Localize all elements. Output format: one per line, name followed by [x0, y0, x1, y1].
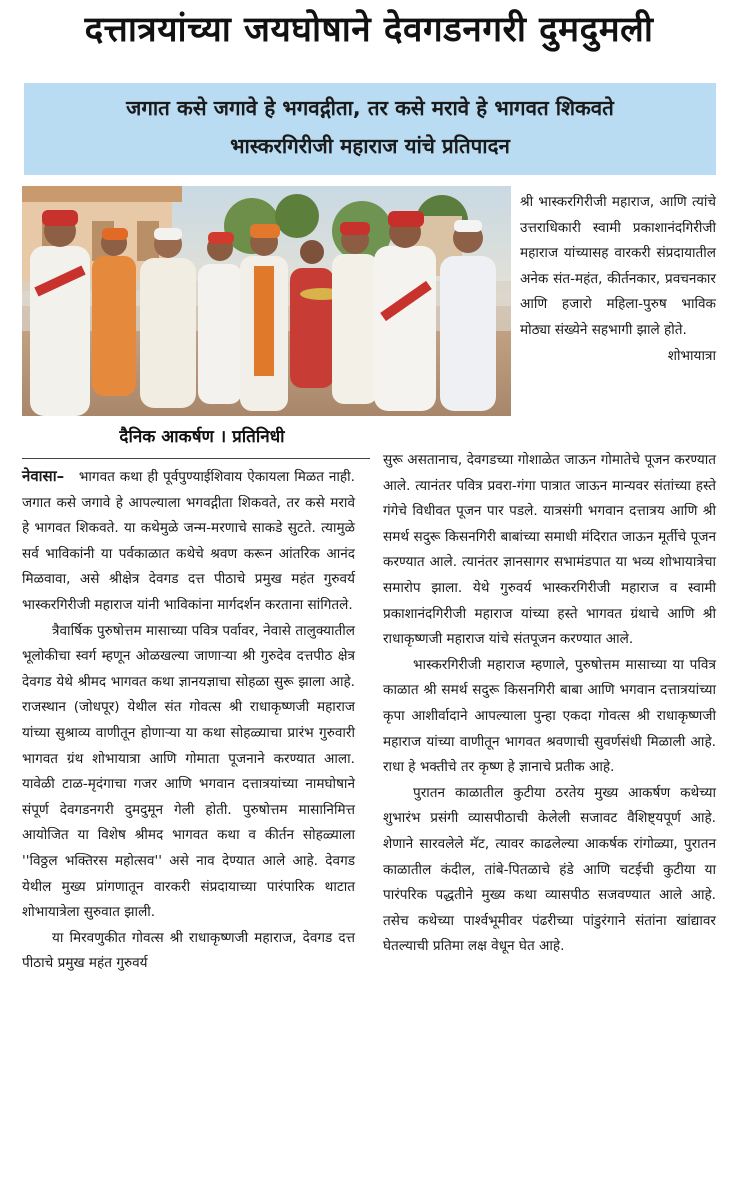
right-paragraph-1: सुरू असतानाच, देवगडच्या गोशाळेत जाऊन गोमातेचे पूजन करण्यात आले. त्यानंतर पवित्र प्रवरा-गंगा पात्रात जाऊन मान्यवर संतांच्या हस्ते गंगेचे विधीवत पूजन पार पडले. यात्रसंगी भगवान दत्तात्रय आणि श्री समर्थ सदुरू किसनगिरी बाबांच्या समाधी मंदिरात जाऊन मूर्तीचे पूजन करण्यात आले. त्यानंतर ज्ञानसागर सभामंडपात या भव्य शोभायात्रेचा समारोप झाला. येथे गुरुवर्य भास्करगिरीजी महाराज व स्वामी प्रकाशानंदगिरीजी महाराज यांच्या हस्ते भागवत ग्रंथाचे आणि श्री राधाकृष्णजी महाराज यांचे संतपूजन करण्यात आले. — [383, 452, 716, 648]
subheadline-band — [24, 83, 716, 175]
top-right-column — [520, 190, 716, 369]
left-paragraph-2: त्रैवार्षिक पुरुषोत्तम मासाच्या पवित्र पर्वावर, नेवासे तालुक्यातील भूलोकीचा स्वर्ग म्हणून ओळखल्या जाणाऱ्या श्री गुरुदेव दत्तपीठ क्षेत्र देवगड येथे श्रीमद भागवत कथा ज्ञानयज्ञाचा सोहळा सुरू झाला आहे. राजस्थान (जोधपूर) येथील संत गोवत्स श्री राधाकृष्णजी महाराज यांच्या सुश्राव्य वाणीतून होणाऱ्या या कथा सोहळ्याचा प्रारंभ गुरुवारी भागवत ग्रंथ शोभायात्रा आणि गोमाता पूजनाने करण्यात आला. यावेळी टाळ-मृदंगाचा गजर आणि भगवान दत्तात्रयांच्या नामघोषाने संपूर्ण देवगडनगरी दुमदुमून गेली होती. पुरुषोत्तम मासानिमित्त आयोजित या विशेष श्रीमद भागवत कथा व कीर्तन सोहळ्याला ''विठ्ठल भक्तिरस महोत्सव'' असे नाव देण्यात आले आहे. देवगड येथील मुख्य प्रांगणातून वारकरी संप्रदायाच्या पारंपारिक थाटात शोभायात्रेला सुरुवात झाली. — [22, 622, 355, 921]
procession-photo — [22, 186, 511, 416]
left-paragraph-3: या मिरवणुकीत गोवत्स श्री राधाकृष्णजी महाराज, देवगड दत्त पीठाचे प्रमुख महंत गुरुवर्य — [22, 929, 355, 972]
right-paragraph-3: पुरातन काळातील कुटीया ठरतेय मुख्य आकर्षण कथेच्या शुभारंभ प्रसंगी व्यासपीठाची केलेली सजावट वैशिष्ट्यपूर्ण आहे. शेणाने सारवलेले मॅट, त्यावर काढलेल्या आकर्षक रांगोळ्या, पुरातन काळातील कंदील, तांबे-पितळाचे हंडे आणि चटईची कुटीया या पारंपरिक पद्धतीने मुख्य कथा व्यासपीठ सजवण्यात आले आहे. तसेच कथेच्या पार्श्वभूमीवर पंढरीच्या पांडुरंगाने संतांना खांद्यावर घेतल्याची प्रतिमा लक्ष वेधून घेत आहे. — [383, 784, 716, 955]
byline: दैनिक आकर्षण । प्रतिनिधी — [119, 427, 285, 447]
left-paragraph-1 — [22, 464, 355, 619]
top-right-end-word: शोभायात्रा — [667, 347, 716, 364]
left-paragraph-1-text: भागवत कथा ही पूर्वपुण्याईशिवाय ऐकायला मिळत नाही. जगात कसे जगावे हे आपल्याला भगवद्गीता शिकवते, तर कसे मरावे हे भागवत शिकवते. या कथेमुळे जन्म-मरणाचे साकडे सुटते. त्यामुळे सर्व भाविकांनी या पर्वकाळात कथेचे श्रवण करून आंतरिक आनंद मिळवावा, असे श्रीक्षेत्र देवगड दत्त पीठाचे प्रमुख महंत गुरुवर्य भास्करगिरीजी महाराज यांनी भाविकांना मार्गदर्शन करताना सांगितले. — [22, 469, 355, 613]
right-column — [383, 448, 716, 960]
byline-divider — [22, 458, 370, 459]
right-paragraph-2: भास्करगिरीजी महाराज म्हणाले, पुरुषोत्तम मासाच्या या पवित्र काळात श्री समर्थ सदुरू किसनगिरी बाबा आणि भगवान दत्तात्रयांच्या कृपा आशीर्वादाने आपल्याला पुन्हा एकदा गोवत्स श्री राधाकृष्णजी महाराज यांच्या वाणीतून भागवत श्रवणाची सुवर्णसंधी मिळाली आहे. राधा हे भक्तीचे तर कृष्ण हे ज्ञानाचे प्रतीक आहे. — [383, 656, 716, 776]
left-column — [22, 464, 355, 977]
subheadline-line-2: भास्करगिरीजी महाराज यांचे प्रतिपादन — [230, 134, 510, 158]
dateline: नेवासा– — [22, 467, 65, 485]
subheadline-line-1: जगात कसे जगावे हे भगवद्गीता, तर कसे मरावे हे भागवत शिकवते — [126, 96, 614, 120]
top-right-paragraph: श्री भास्करगिरीजी महाराज, आणि त्यांचे उत्तराधिकारी स्वामी प्रकाशानंदगिरीजी महाराज यांच्यासह वारकरी संप्रदायातील अनेक संत-महंत, कीर्तनकार, प्रवचनकार आणि हजारो महिला-पुरुष भाविक मोठ्या संख्येने सहभागी झाले होते. — [520, 194, 716, 338]
headline: दत्तात्रयांच्या जयघोषाने देवगडनगरी दुमदुमली — [84, 10, 654, 50]
